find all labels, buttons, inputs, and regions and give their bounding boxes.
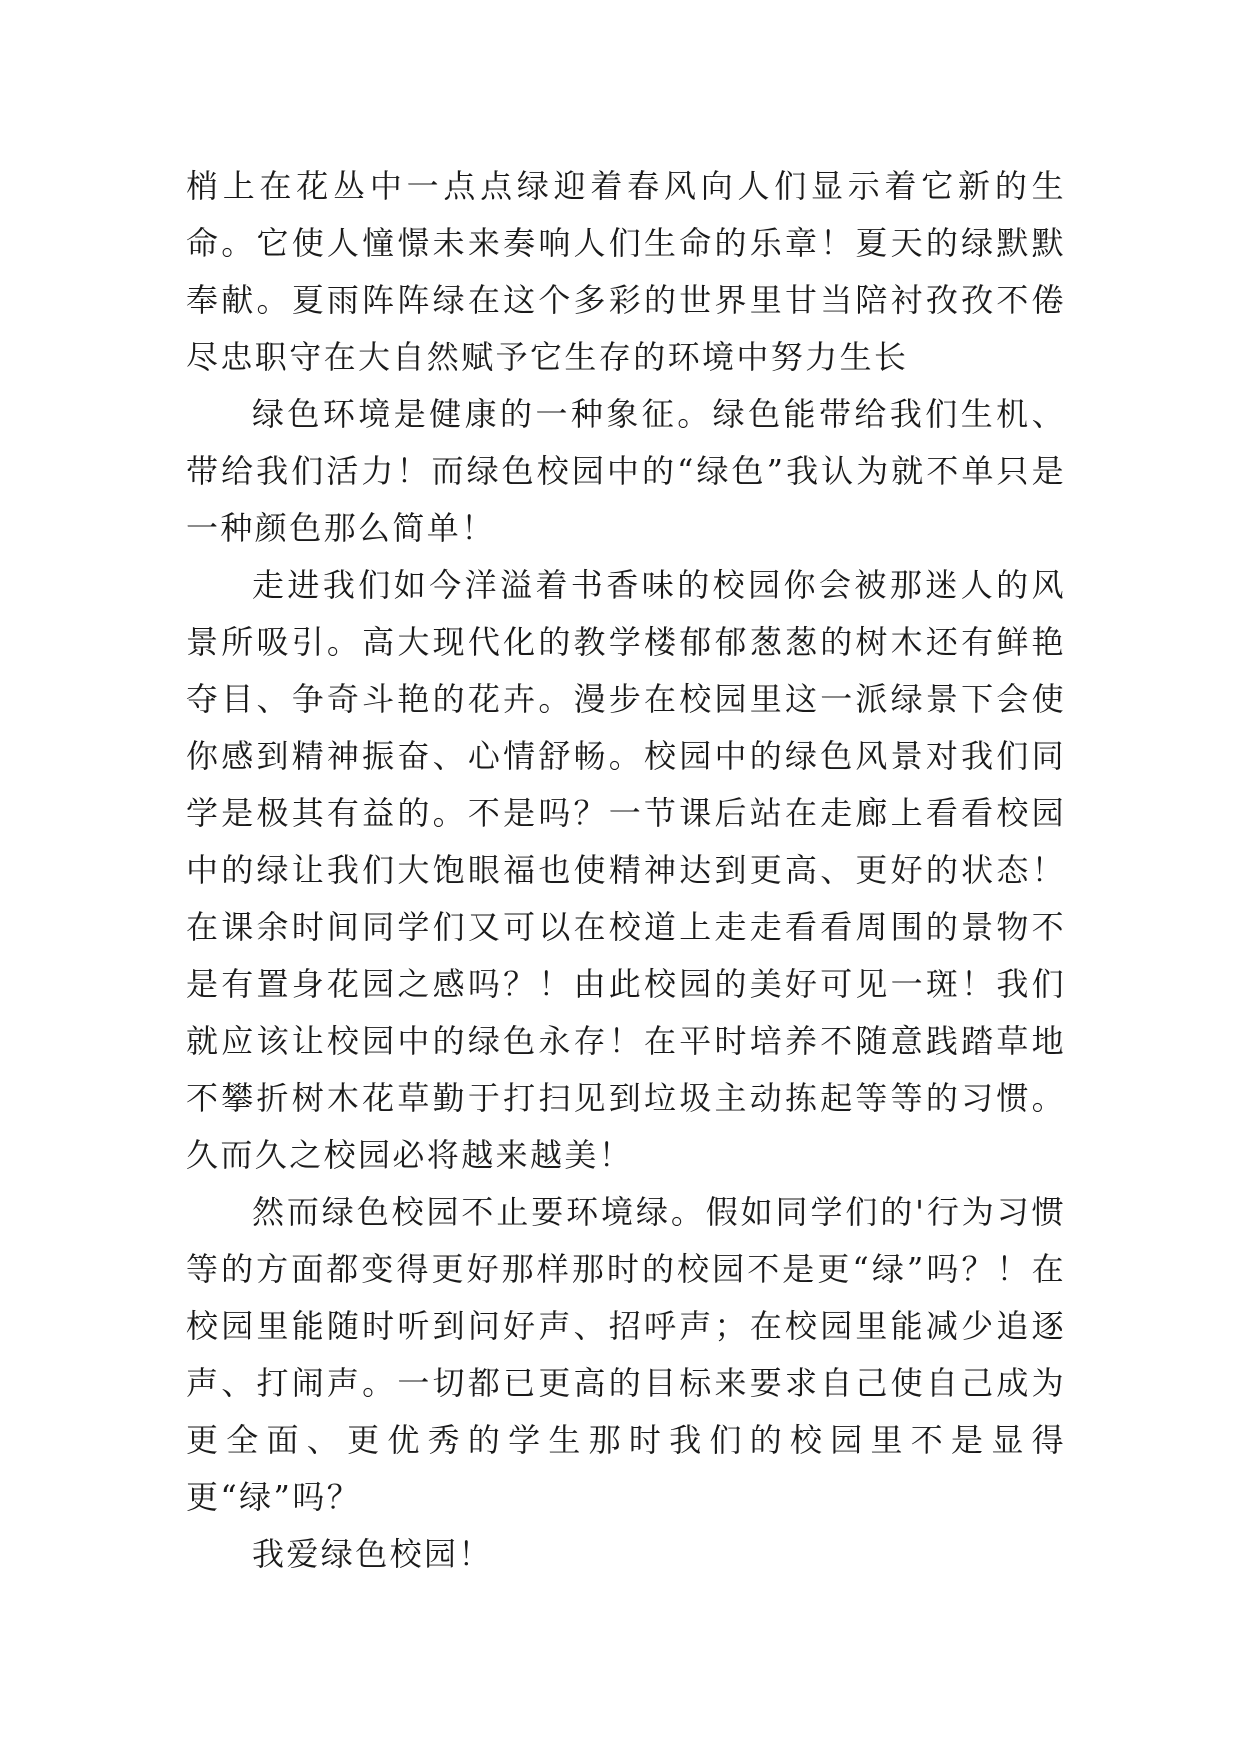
- paragraph-closing: 我爱绿色校园！: [252, 1535, 493, 1573]
- document-body: [186, 158, 1066, 1583]
- paragraph-behavior-habits: 然而绿色校园不止要环境绿。假如同学们的'行为习惯等的方面都变得更好那样那时的校园不是更“绿”吗？！在校园里能随时听到问好声、招呼声；在校园里能减少追逐声、打闹声。一切都已更高的目标来要求自己使自己成为更全面、更优秀的学生那时我们的校园里不是显得更“绿”吗？: [186, 1193, 1066, 1516]
- paragraph-campus-scenery: 走进我们如今洋溢着书香味的校园你会被那迷人的风景所吸引。高大现代化的教学楼郁郁葱葱的树木还有鲜艳夺目、争奇斗艳的花卉。漫步在校园里这一派绿景下会使你感到精神振奋、心情舒畅。校园中的绿色风景对我们同学是极其有益的。不是吗？一节课后站在走廊上看看校园中的绿让我们大饱眼福也使精神达到更高、更好的状态！在课余时间同学们又可以在校道上走走看看周围的景物不是有置身花园之感吗？！由此校园的美好可见一斑！我们就应该让校园中的绿色永存！在平时培养不随意践踏草地不攀折树木花草勤于打扫见到垃圾主动拣起等等的习惯。久而久之校园必将越来越美！: [186, 566, 1066, 1174]
- paragraph-continuation: 梢上在花丛中一点点绿迎着春风向人们显示着它新的生命。它使人憧憬未来奏响人们生命的乐章！夏天的绿默默奉献。夏雨阵阵绿在这个多彩的世界里甘当陪衬孜孜不倦尽忠职守在大自然赋予它生存的环境中努力生长: [186, 167, 1066, 376]
- paragraph-green-environment: 绿色环境是健康的一种象征。绿色能带给我们生机、带给我们活力！而绿色校园中的“绿色”我认为就不单只是一种颜色那么简单！: [186, 395, 1066, 547]
